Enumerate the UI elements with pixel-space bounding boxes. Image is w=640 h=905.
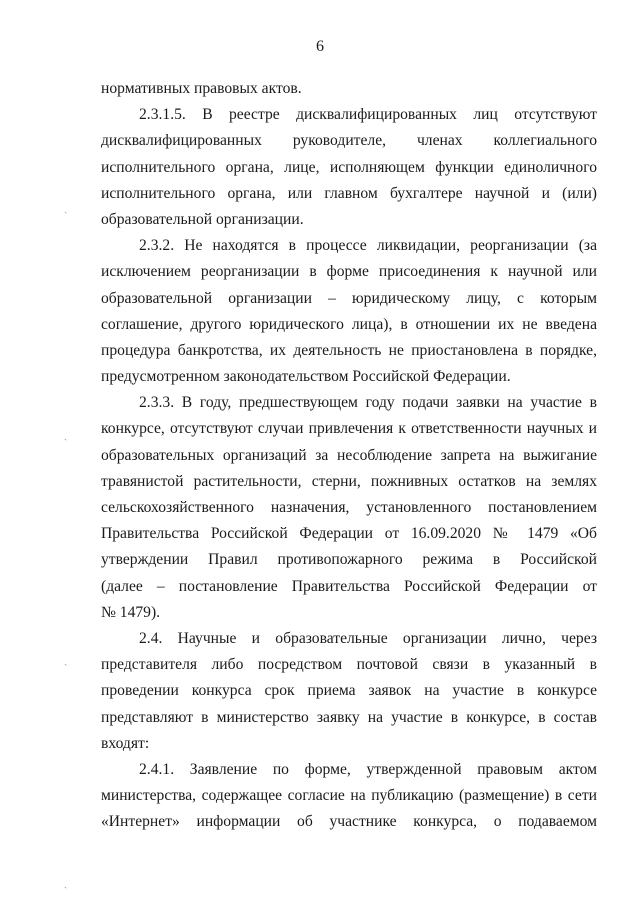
text-line: 2.4. Научные и образовательные организации лично, через: [139, 629, 597, 647]
text-line: дисквалифицированных руководителе, членах коллегиального: [101, 132, 597, 150]
scan-mark: ˎ: [64, 878, 68, 889]
text-line: утверждении Правил противопожарного режима в Российской: [101, 551, 597, 569]
document-body: [101, 76, 597, 835]
text-line: предусмотренном законодательством Российской Федерации.: [101, 368, 511, 386]
text-line: проведении конкурса срок приема заявок на участие в конкурсе: [101, 682, 597, 700]
text-line: 2.3.3. В году, предшествующем году подачи заявки на участие в: [139, 394, 597, 412]
scan-mark: ˎ: [64, 430, 68, 441]
text-line: образовательной организации – юридическому лицу, с которым: [101, 289, 597, 307]
scan-mark: ˎ: [64, 655, 68, 666]
text-line: (далее – постановление Правительства Российской Федерации от: [101, 577, 597, 595]
page-number: 6: [316, 38, 324, 55]
text-line: нормативных правовых актов.: [101, 80, 302, 97]
text-line: исполнительного органа, лице, исполняющем функции единоличного: [101, 158, 597, 176]
text-line: представителя либо посредством почтовой связи в указанный в: [101, 656, 597, 674]
text-line: 2.3.1.5. В реестре дисквалифицированных лиц отсутствуют: [139, 106, 597, 124]
text-line: исполнительного органа, или главном бухгалтере научной и (или): [101, 184, 597, 202]
text-line: 2.3.2. Не находятся в процессе ликвидации, реорганизации (за: [139, 237, 597, 255]
text-line: 2.4.1. Заявление по форме, утвержденной правовым актом: [139, 760, 597, 778]
text-line: образовательной организации.: [101, 210, 304, 228]
text-line: министерства, содержащее согласие на публикацию (размещение) в сети: [101, 787, 597, 805]
text-line: соглашение, другого юридического лица), в отношении их не введена: [101, 315, 597, 333]
text-line: Правительства Российской Федерации от 16.09.2020 № 1479 «Об: [101, 525, 597, 543]
text-line: процедура банкротства, их деятельность не приостановлена в порядке,: [101, 341, 597, 359]
text-line: «Интернет» информации об участнике конкурса, о подаваемом: [101, 813, 597, 831]
text-line: сельскохозяйственного назначения, установленного постановлением: [101, 499, 597, 516]
text-line: входят:: [101, 734, 150, 752]
text-line: образовательных организаций за несоблюдение запрета на выжигание: [101, 446, 597, 464]
text-line: конкурсе, отсутствуют случаи привлечения к ответственности научных и: [101, 420, 597, 438]
scan-mark: ˎ: [64, 203, 68, 214]
text-line: № 1479).: [101, 603, 161, 621]
text-line: представляют в министерство заявку на участие в конкурсе, в состав: [101, 708, 597, 726]
text-line: исключением реорганизации в форме присоединения к научной или: [101, 263, 597, 281]
text-line: травянистой растительности, стерни, пожнивных остатков на землях: [101, 472, 597, 490]
